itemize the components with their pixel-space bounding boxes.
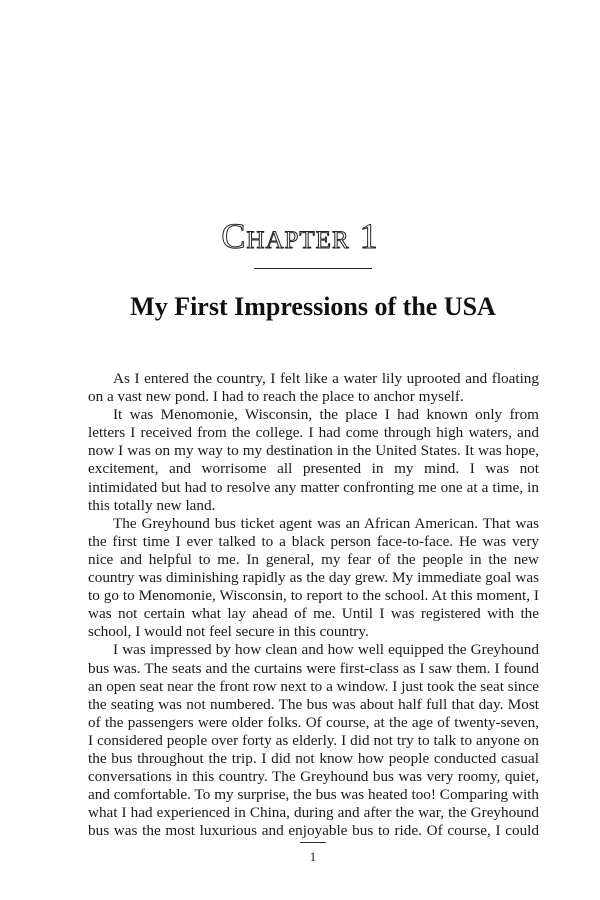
chapter-heading: Chapter 1 (221, 216, 379, 256)
page-number: 1 (309, 849, 317, 864)
chapter-divider (254, 268, 372, 269)
paragraph: I was impressed by how clean and how well equipped the Greyhound bus was. The seats and the curtains were first-class as I saw them. I found an open seat near the front row next to a window. I just took the seat since the seating was not numbered. The bus was about half full that day. Most of the passengers were older folks. Of course, at the age of twenty-seven, I considered people over forty as elderly. I did not try to talk to anyone on the bus throughout the trip. I did not know how people conducted casual conversations in this country. The Greyhound bus was very roomy, quiet, and comfortable. To my surprise, the bus was heated too! Comparing with what I had experienced in China, during and after the war, the Greyhound bus was the most luxurious and enjoyable bus to ride. Of course, I could (88, 641, 539, 840)
paragraph: The Greyhound bus ticket agent was an African American. That was the first time I ever talked to a black person face-to-face. He was very nice and helpful to me. In general, my fear of the people in the new country was diminishing rapidly as the day grew. My immediate goal was to go to Menomonie, Wisconsin, to report to the school. At this moment, I was not certain what lay ahead of me. Until I was registered with the school, I would not feel secure in this country. (88, 514, 539, 641)
paragraph: As I entered the country, I felt like a water lily uprooted and floating on a vast new pond. I had to reach the place to anchor myself. (88, 370, 539, 406)
paragraph: It was Menomonie, Wisconsin, the place I had known only from letters I received from the college. I had come through high waters, and now I was on my way to my destination in the United States. It was hope, excitement, and worrisome all presented in my mind. I was not intimidated but had to resolve any matter confronting me one at a time, in this totally new land. (88, 406, 539, 514)
chapter-title: My First Impressions of the USA (130, 292, 496, 321)
footer-divider (300, 842, 326, 843)
body-text (88, 370, 539, 840)
